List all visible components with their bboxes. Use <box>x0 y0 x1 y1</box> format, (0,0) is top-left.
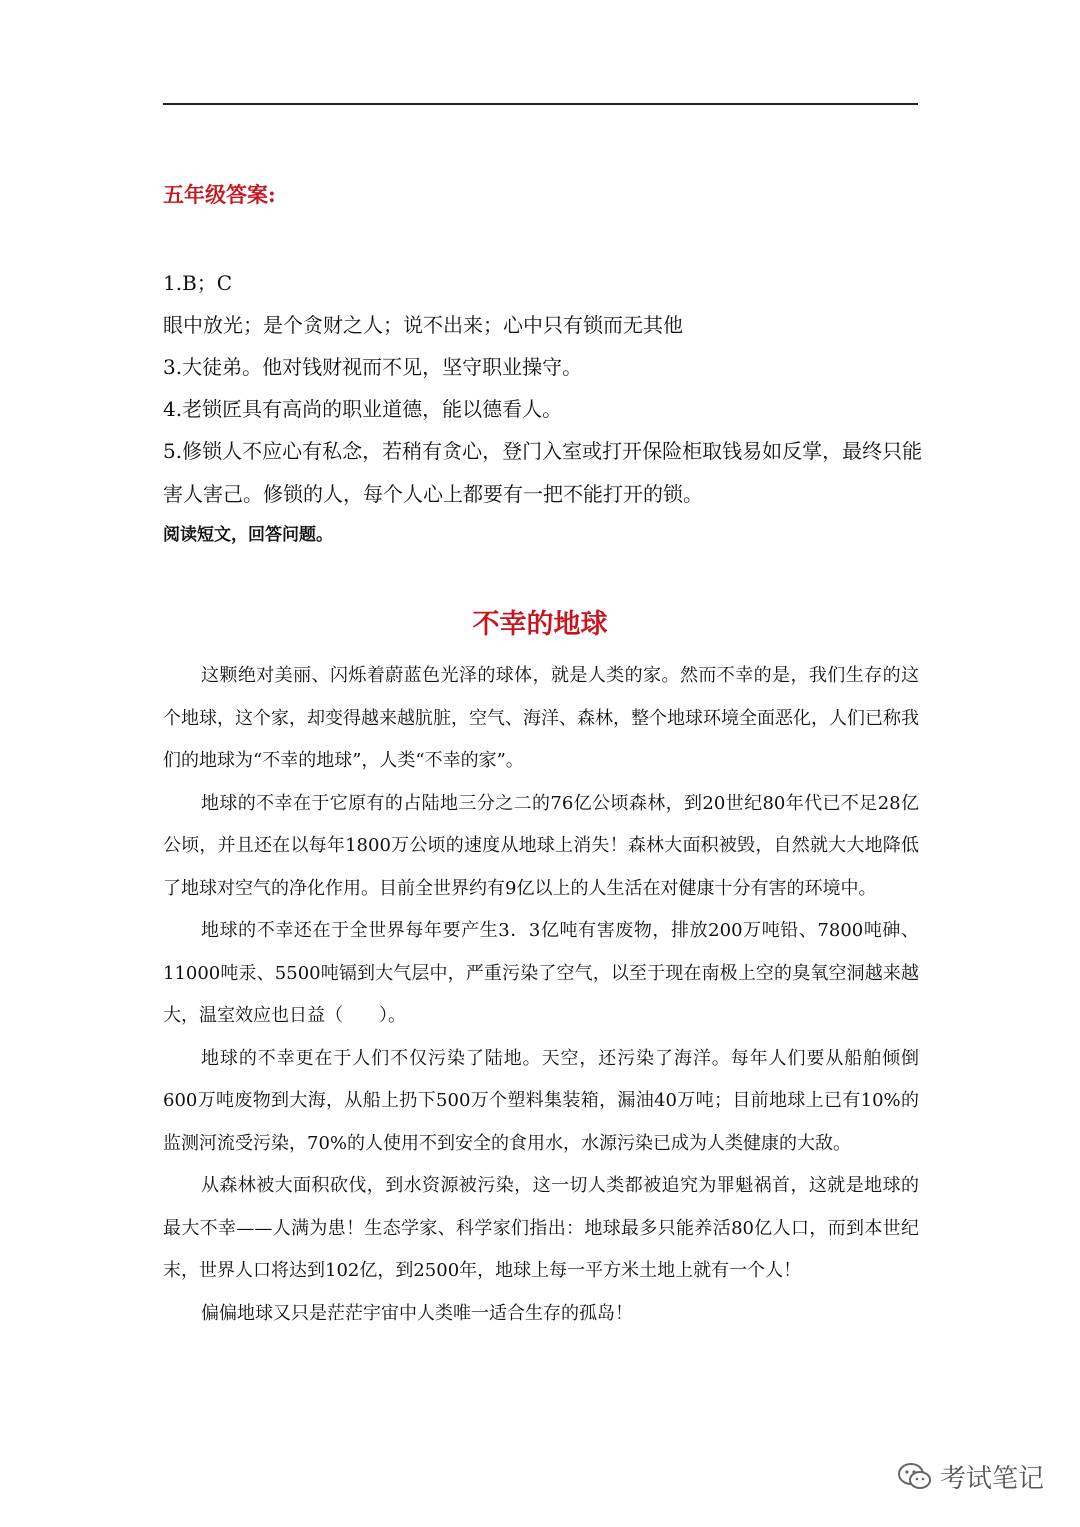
article-paragraph-5: 从森林被大面积砍伐，到水资源被污染，这一切人类都被追究为罪魁祸首，这就是地球的最大不幸——人满为患！生态学家、科学家们指出：地球最多只能养活80亿人口，而到本世纪末，世界人口将达到102亿，到2500年，地球上每一平方米土地上就有一个人！ <box>163 1175 919 1281</box>
watermark <box>898 1458 1044 1495</box>
header-rule <box>163 103 918 105</box>
wechat-icon <box>898 1462 932 1492</box>
reading-prompt: 阅读短文，回答问题。 <box>163 525 333 545</box>
article-paragraph-6: 偏偏地球又只是茫茫宇宙中人类唯一适合生存的孤岛！ <box>201 1302 633 1324</box>
answer-heading: 五年级答案: <box>163 182 276 207</box>
answer-item-1: 1.B；C <box>163 271 233 295</box>
answer-item-2: 眼中放光；是个贪财之人；说不出来；心中只有锁而无其他 <box>163 313 683 337</box>
article-paragraph-3: 地球的不幸还在于全世界每年要产生3．3亿吨有害废物，排放200万吨铅、7800吨砷、11000吨汞、5500吨镉到大气层中，严重污染了空气，以至于现在南极上空的臭氧空洞越来越大，温室效应也日益（ ）。 <box>163 920 919 1026</box>
article-body <box>163 655 919 1335</box>
answer-item-3: 3.大徒弟。他对钱财视而不见，坚守职业操守。 <box>163 355 583 379</box>
answer-list <box>163 262 923 516</box>
article-paragraph-4: 地球的不幸更在于人们不仅污染了陆地。天空，还污染了海洋。每年人们要从船舶倾倒600万吨废物到大海，从船上扔下500万个塑料集装箱，漏油40万吨；目前地球上已有10%的监测河流受污染，70%的人使用不到安全的食用水，水源污染已成为人类健康的大敌。 <box>163 1047 919 1154</box>
answer-item-5: 5.修锁人不应心有私念，若稍有贪心，登门入室或打开保险柜取钱易如反掌，最终只能害人害己。修锁的人，每个人心上都要有一把不能打开的锁。 <box>163 439 923 506</box>
article-title: 不幸的地球 <box>472 609 608 640</box>
watermark-text: 考试笔记 <box>939 1464 1044 1494</box>
answer-item-4: 4.老锁匠具有高尚的职业道德，能以德看人。 <box>163 397 563 421</box>
article-paragraph-2: 地球的不幸在于它原有的占陆地三分之二的76亿公顷森林，到20世纪80年代已不足28亿公顷，并且还在以每年1800万公顷的速度从地球上消失！森林大面积被毁，自然就大大地降低了地球对空气的净化作用。目前全世界约有9亿以上的人生活在对健康十分有害的环境中。 <box>163 792 919 899</box>
article-paragraph-1: 这颗绝对美丽、闪烁着蔚蓝色光泽的球体，就是人类的家。然而不幸的是，我们生存的这个地球，这个家，却变得越来越肮脏，空气、海洋、森林，整个地球环境全面恶化，人们已称我们的地球为“不幸的地球”，人类“不幸的家”。 <box>163 665 919 771</box>
